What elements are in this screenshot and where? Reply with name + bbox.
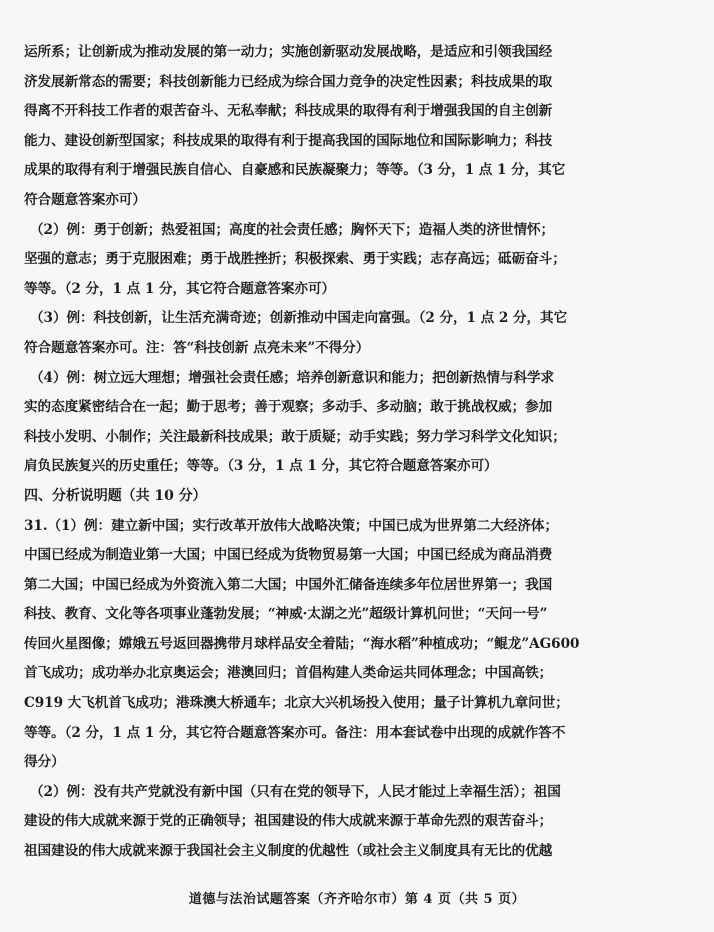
text-line: 坚强的意志；勇于克服困难；勇于战胜挫折；积极探索、勇于实践；志存高远；砥砺奋斗； <box>24 251 566 268</box>
answer-31-2-line: （2）例：没有共产党就没有新中国（只有在党的领导下，人民才能过上幸福生活）；祖国 <box>30 783 561 800</box>
text-line: 运所系；让创新成为推动发展的第一动力；实施创新驱动发展战略，是适应和引领我国经 <box>24 44 553 60</box>
text-line: 济发展新常态的需要；科技创新能力已经成为综合国力竞争的决定性因素；科技成果的取 <box>24 73 553 90</box>
text-line: 能力、建设创新型国家；科技成果的取得有利于提高我国的国际地位和国际影响力；科技 <box>24 132 553 149</box>
text-line: 实的态度紧密结合在一起；勤于思考；善于观察；多动手、多动脑；敢于挑战权威；参加 <box>24 399 553 416</box>
text-line: 首飞成功；成功举办北京奥运会；港澳回归；首倡构建人类命运共同体理念；中国高铁； <box>24 665 553 682</box>
text-line: 科技小发明、小制作；关注最新科技成果；敢于质疑；动手实践；努力学习科学文化知识； <box>24 428 566 445</box>
text-line: 等等。（2 分，1 点 1 分，其它符合题意答案亦可） <box>24 280 336 297</box>
page-footer: 道德与法治试题答案（齐齐哈尔市）第 4 页（共 5 页） <box>188 892 526 907</box>
text-line: 第二大国；中国已经成为外资流入第二大国；中国外汇储备连续多年位居世界第一；我国 <box>24 576 553 593</box>
text-line: 成果的取得有利于增强民族自信心、自豪感和民族凝聚力；等等。（3 分，1 点 1 分，其它 <box>24 162 566 179</box>
text-line: 得分） <box>24 754 65 771</box>
question-31-line: 31.（1）例：建立新中国；实行改革开放伟大战略决策；中国已成为世界第二大经济体； <box>24 517 559 534</box>
text-line: 传回火星图像；嫦娥五号返回器携带月球样品安全着陆；“海水稻”种植成功；“鲲龙”AG600 <box>24 635 580 652</box>
answer-2-line: （2）例：勇于创新；热爱祖国；高度的社会责任感；胸怀天下；造福人类的济世情怀； <box>30 221 555 238</box>
text-line: 符合题意答案亦可。注：答“科技创新 点亮未来”不得分） <box>24 339 370 356</box>
answer-body <box>24 38 690 867</box>
section-heading: 四、分析说明题（共 10 分） <box>24 487 207 504</box>
text-line: 建设的伟大成就来源于党的正确领导；祖国建设的伟大成就来源于革命先烈的艰苦奋斗； <box>24 813 553 830</box>
answer-3-line: （3）例：科技创新，让生活充满奇迹；创新推动中国走向富强。（2 分，1 点 2 分，其它 <box>30 310 568 327</box>
answer-4-line: （4）例：树立远大理想；增强社会责任感；培养创新意识和能力；把创新热情与科学求 <box>30 369 555 386</box>
text-line: 祖国建设的伟大成就来源于我国社会主义制度的优越性（或社会主义制度具有无比的优越 <box>24 843 553 860</box>
text-line: 等等。（2 分，1 点 1 分，其它符合题意答案亦可。备注：用本套试卷中出现的成就作答不 <box>24 724 566 741</box>
text-line: 中国已经成为制造业第一大国；中国已经成为货物贸易第一大国；中国已经成为商品消费 <box>24 547 553 564</box>
text-line: 符合题意答案亦可） <box>24 191 146 208</box>
text-line: 科技、教育、文化等各项事业蓬勃发展；“神威·太湖之光”超级计算机问世；“天问一号” <box>24 606 548 623</box>
text-line: C919 大飞机首飞成功；港珠澳大桥通车；北京大兴机场投入使用；量子计算机九章问世； <box>24 695 569 712</box>
text-line: 得离不开科技工作者的艰苦奋斗、无私奉献；科技成果的取得有利于增强我国的自主创新 <box>24 103 553 120</box>
text-line: 肩负民族复兴的历史重任；等等。（3 分，1 点 1 分，其它符合题意答案亦可） <box>24 458 498 475</box>
